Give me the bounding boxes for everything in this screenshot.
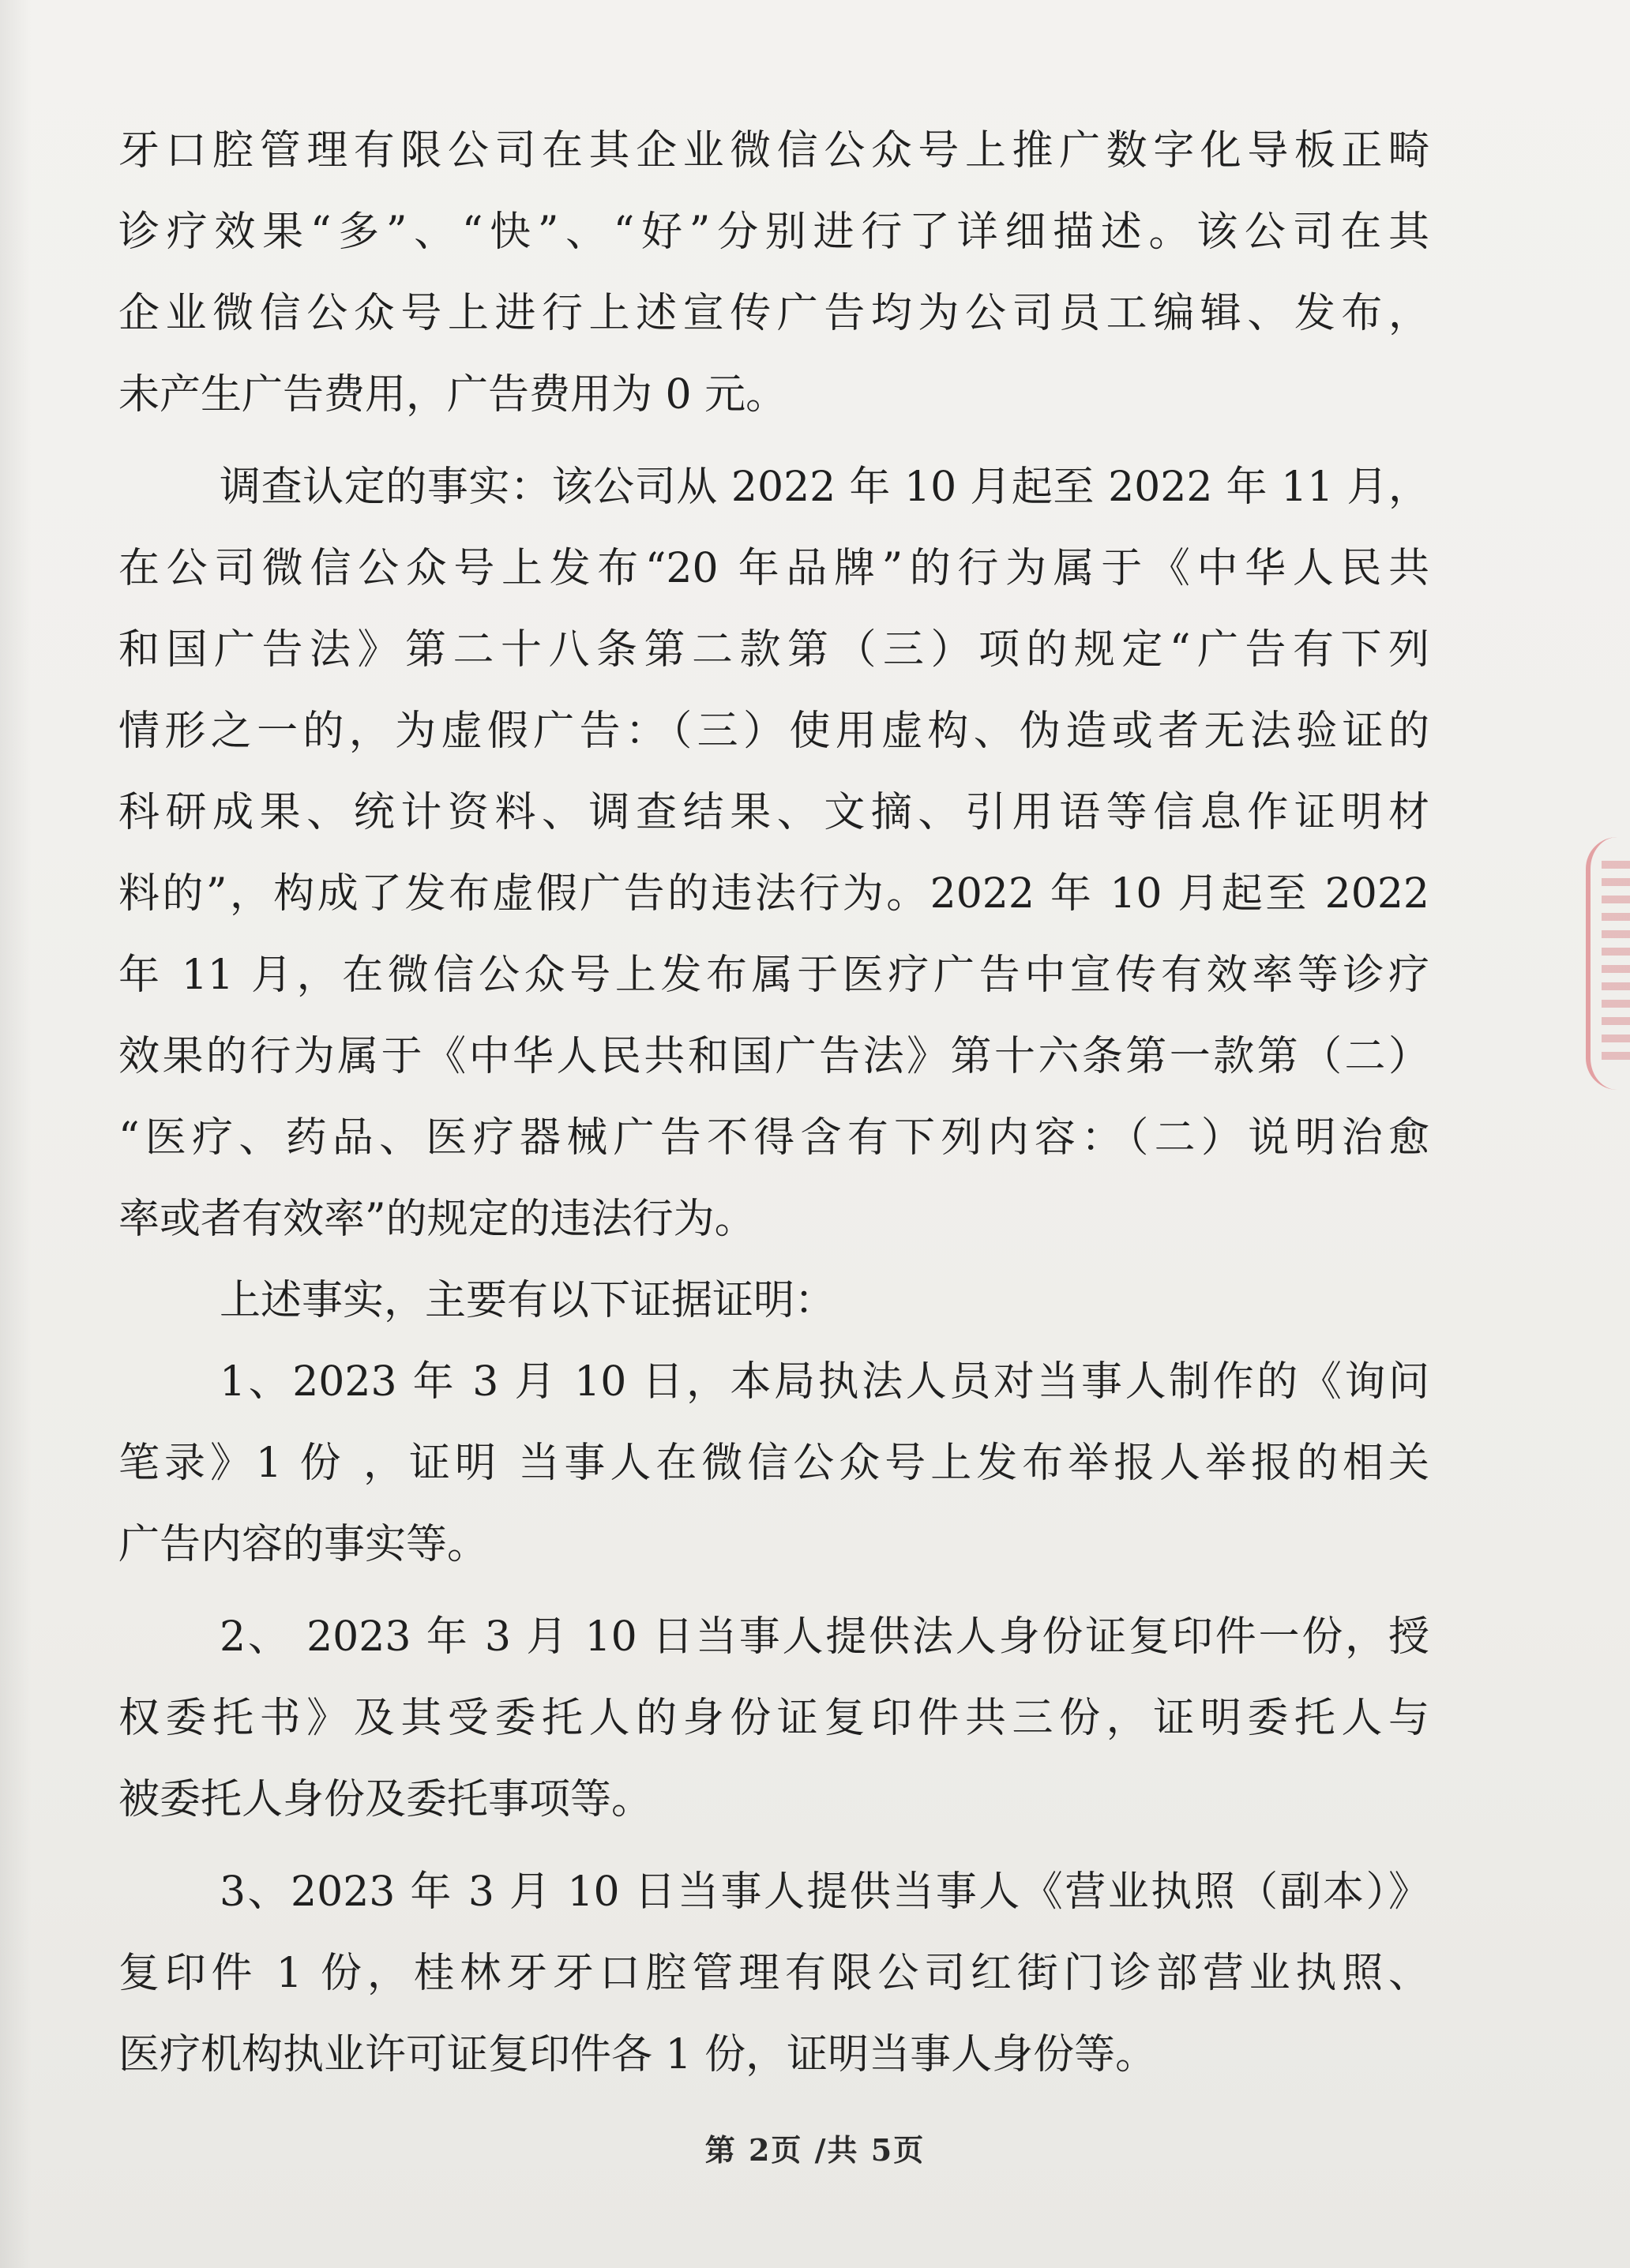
seal-stamp-text-marks (1602, 861, 1630, 1066)
paragraph-gap (118, 1586, 1429, 1597)
text-line: 上述事实，主要有以下证据证明： (220, 1277, 836, 1324)
paragraph (118, 1342, 1429, 1586)
text-line: 被委托人身份及委托事项等。 (118, 1776, 653, 1823)
paragraph (118, 1597, 1429, 1841)
document-body (118, 111, 1429, 2096)
text-line: 广告内容的事实等。 (118, 1521, 489, 1568)
paragraph-gap (118, 436, 1429, 447)
text-line: 在公司微信公众号上发布“20 年品牌”的行为属于《中华人民共 (118, 545, 1429, 592)
page-edge-shadow (0, 0, 32, 2268)
paragraph-gap (118, 1841, 1429, 1852)
text-line: 调查认定的事实：该公司从 2022 年 10 月起至 2022 年 11 月， (220, 464, 1429, 511)
text-line: 3、2023 年 3 月 10 日当事人提供当事人《营业执照（副本）》 (220, 1868, 1429, 1916)
page-number-footer: 第 2页 /共 5页 (704, 2132, 926, 2168)
text-line: 医疗机构执业许可证复印件各 1 份，证明当事人身份等。 (118, 2031, 1157, 2078)
text-line: “医疗、药品、医疗器械广告不得含有下列内容：（二）说明治愈 (118, 1114, 1429, 1162)
text-line: 和国广告法》第二十八条第二款第（三）项的规定“广告有下列 (118, 626, 1429, 674)
paragraph (118, 1260, 1429, 1342)
text-line: 料的”，构成了发布虚假广告的违法行为。2022 年 10 月起至 2022 (118, 870, 1429, 918)
text-line: 企业微信公众号上进行上述宣传广告均为公司员工编辑、发布， (118, 290, 1429, 337)
text-line: 年 11 月，在微信公众号上发布属于医疗广告中宣传有效率等诊疗 (118, 952, 1429, 999)
paragraph (118, 447, 1429, 1260)
text-line: 率或者有效率”的规定的违法行为。 (118, 1196, 756, 1243)
text-line: 牙口腔管理有限公司在其企业微信公众号上推广数字化导板正畸 (118, 127, 1429, 175)
text-line: 权委托书》及其受委托人的身份证复印件共三份，证明委托人与 (118, 1695, 1429, 1742)
text-line: 科研成果、统计资料、调查结果、文摘、引用语等信息作证明材 (118, 789, 1429, 836)
paragraph (118, 111, 1429, 436)
text-line: 情形之一的，为虚假广告：（三）使用虚构、伪造或者无法验证的 (118, 708, 1429, 755)
text-line: 未产生广告费用，广告费用为 0 元。 (118, 371, 787, 419)
text-line: 复印件 1 份，桂林牙牙口腔管理有限公司红街门诊部营业执照、 (118, 1950, 1429, 1997)
text-line: 笔录》1 份 ，证明 当事人在微信公众号上发布举报人举报的相关 (118, 1440, 1429, 1487)
seal-stamp-fragment (1586, 837, 1630, 1090)
text-line: 诊疗效果“多”、“快”、“好”分别进行了详细描述。该公司在其 (118, 208, 1429, 256)
paragraph (118, 1852, 1429, 2096)
text-line: 1、2023 年 3 月 10 日，本局执法人员对当事人制作的《询问 (220, 1358, 1429, 1406)
text-line: 效果的行为属于《中华人民共和国广告法》第十六条第一款第（二） (118, 1033, 1429, 1080)
text-line: 2、 2023 年 3 月 10 日当事人提供法人身份证复印件一份，授 (220, 1613, 1429, 1661)
